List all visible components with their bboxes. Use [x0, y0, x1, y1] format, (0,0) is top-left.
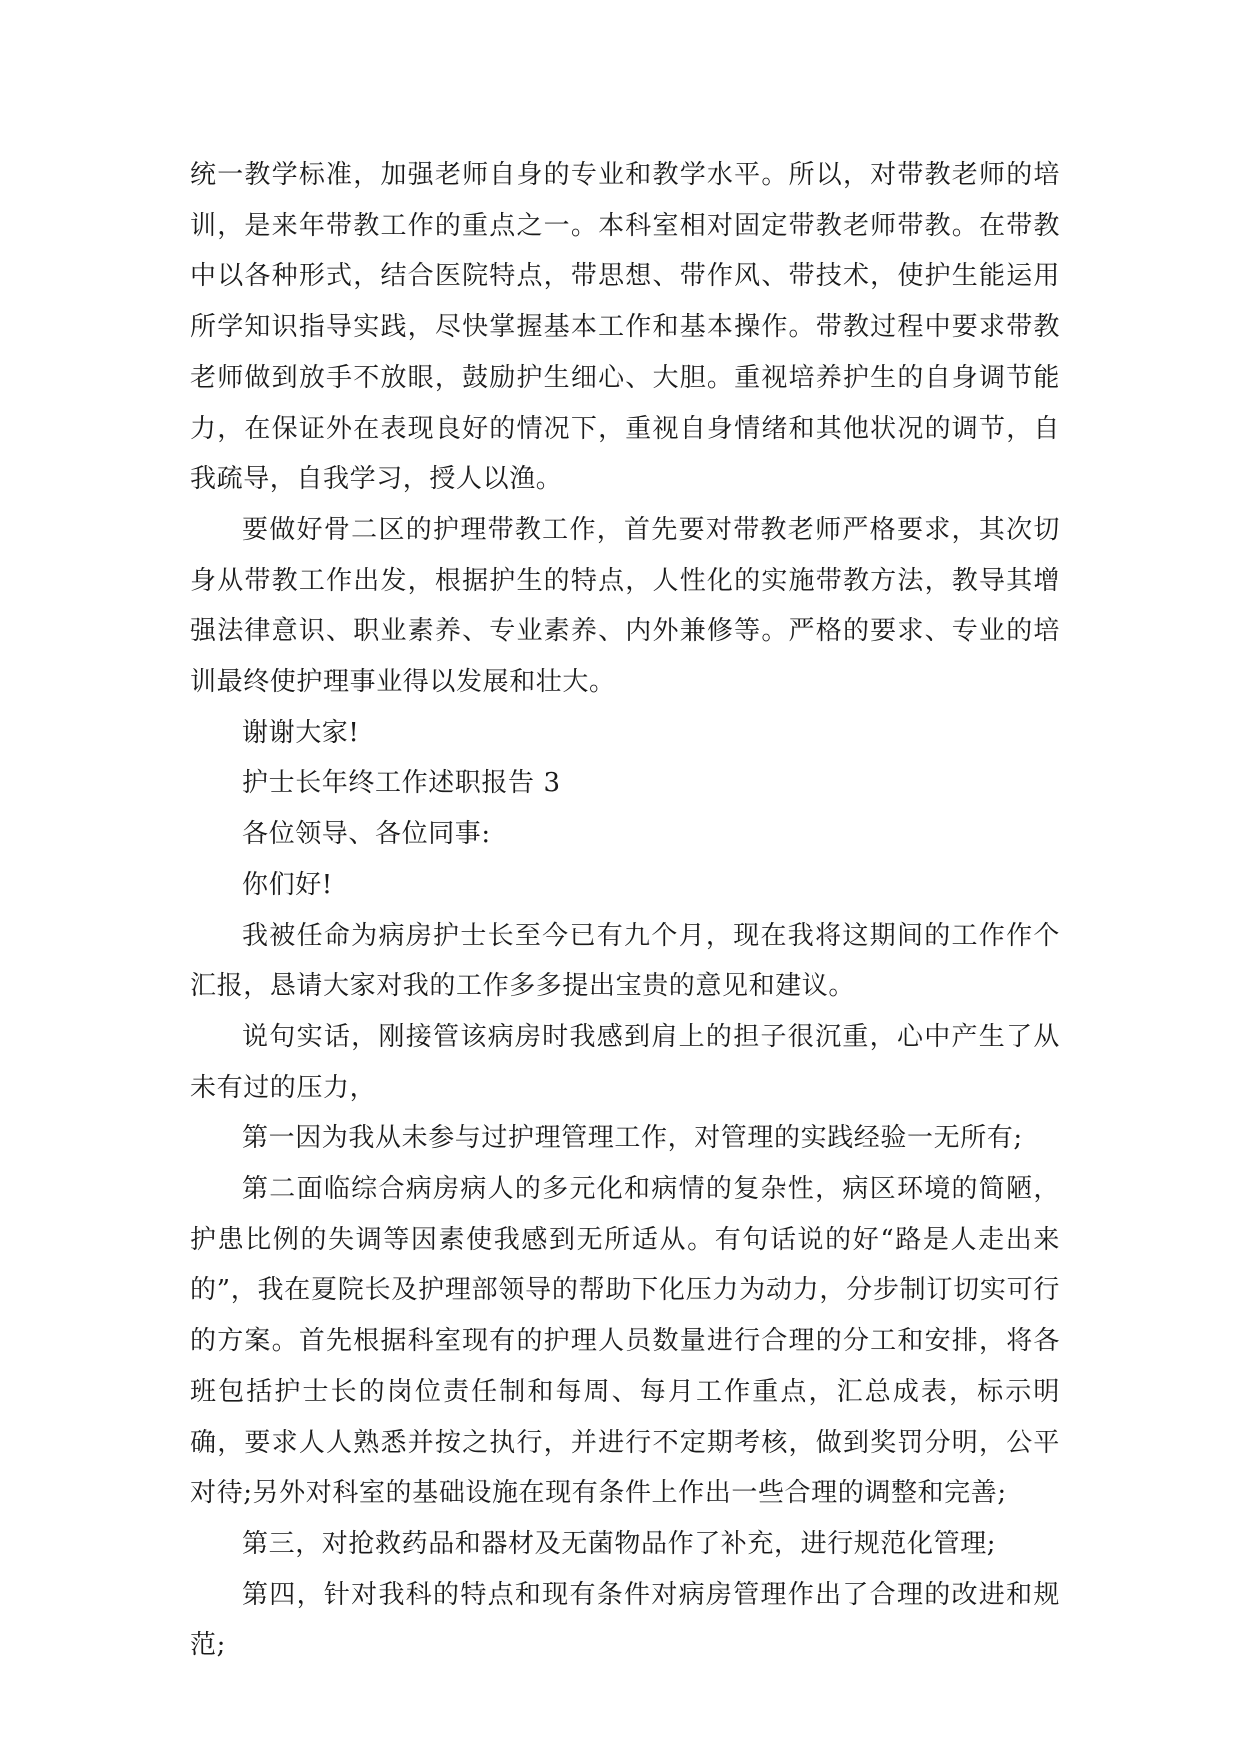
- document-body: [190, 150, 1060, 1671]
- paragraph-10: 第二面临综合病房病人的多元化和病情的复杂性，病区环境的简陋，护患比例的失调等因素使我感到无所适从。有句话说的好“路是人走出来的”，我在夏院长及护理部领导的帮助下化压力为动力，分步制订切实可行的方案。首先根据科室现有的护理人员数量进行合理的分工和安排，将各班包括护士长的岗位责任制和每周、每月工作重点，汇总成表，标示明确，要求人人熟悉并按之执行，并进行不定期考核，做到奖罚分明，公平对待;另外对科室的基础设施在现有条件上作出一些合理的调整和完善;: [190, 1174, 1060, 1509]
- paragraph-2: 要做好骨二区的护理带教工作，首先要对带教老师严格要求，其次切身从带教工作出发，根据护生的特点，人性化的实施带教方法，教导其增强法律意识、职业素养、专业素养、内外兼修等。严格的要求、专业的培训最终使护理事业得以发展和壮大。: [190, 514, 1060, 698]
- salutation: 各位领导、各位同事:: [242, 819, 491, 850]
- paragraph-9: 第一因为我从未参与过护理管理工作，对管理的实践经验一无所有;: [242, 1123, 1023, 1154]
- section-heading: 护士长年终工作述职报告 3: [242, 768, 561, 799]
- paragraph-3: 谢谢大家!: [242, 717, 360, 748]
- paragraph-1: 统一教学标准，加强老师自身的专业和教学水平。所以，对带教老师的培训，是来年带教工作的重点之一。本科室相对固定带教老师带教。在带教中以各种形式，结合医院特点，带思想、带作风、带技术，使护生能运用所学知识指导实践，尽快掌握基本工作和基本操作。带教过程中要求带教老师做到放手不放眼，鼓励护生细心、大胆。重视培养护生的自身调节能力，在保证外在表现良好的情况下，重视自身情绪和其他状况的调节，自我疏导，自我学习，授人以渔。: [190, 160, 1060, 495]
- paragraph-11: 第三，对抢救药品和器材及无菌物品作了补充，进行规范化管理;: [242, 1528, 997, 1559]
- paragraph-12: 第四，针对我科的特点和现有条件对病房管理作出了合理的改进和规范;: [190, 1579, 1060, 1661]
- paragraph-7: 我被任命为病房护士长至今已有九个月，现在我将这期间的工作作个汇报，恳请大家对我的工作多多提出宝贵的意见和建议。: [190, 920, 1060, 1002]
- paragraph-8: 说句实话，刚接管该病房时我感到肩上的担子很沉重，心中产生了从未有过的压力，: [190, 1021, 1060, 1103]
- greeting: 你们好!: [242, 869, 333, 900]
